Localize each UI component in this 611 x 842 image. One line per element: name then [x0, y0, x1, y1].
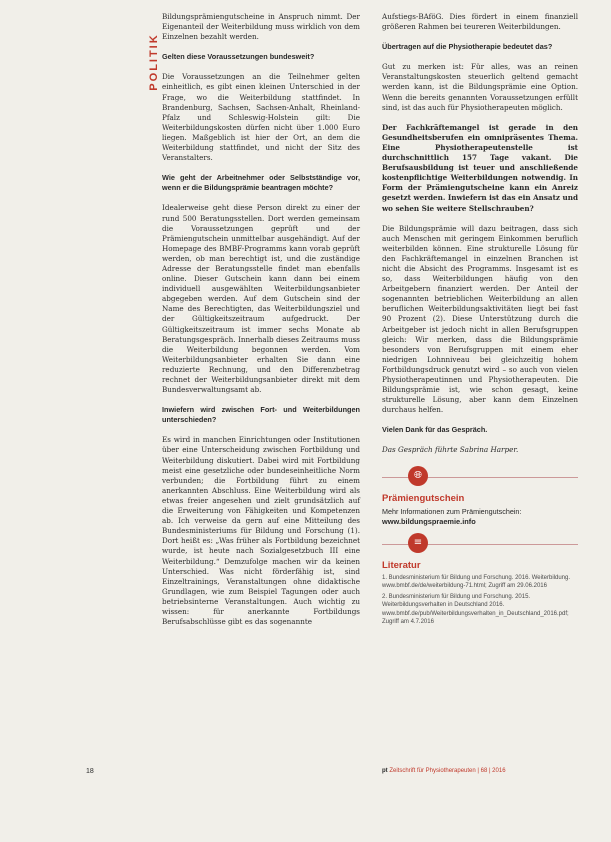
interview-answer: Idealerweise geht diese Person direkt zu einer der rund 500 Beratungsstellen. Dort werden gemeinsam die Voraussetzungen geprüft und der Prämiengutschein unmittelbar ausgehändigt. Auf der Homepage des BMBF-Programms kann vorab geprüft werden, ob man berechtigt ist, und die zuständige Adresse der Beratungsstelle findet man ebenfalls online. Dieser Gutschein kann dann bei einem individuell ausgewählten Weiterbildungsanbieter abgegeben werden. Auf dem Gutschein sind der Name des Berechtigten, das Weiterbildungsziel und der Gültigkeitszeitraum aufgedruckt. Der Gültigkeitszeitraum ist immer sechs Monate ab Beratungsgespräch. Innerhalb dieses Zeitraums muss die Weiterbildung begonnen werden. Vom Weiterbildungsanbieter erhalten Sie dann eine reduzierte Rechnung, und den Differenzbetrag rechnet der Weiterbildungsanbieter direkt mit dem Bundesverwaltungsamt ab.: [162, 203, 360, 395]
literatur-divider: [382, 533, 578, 555]
interview-question: Der Fachkräftemangel ist gerade in den Gesundheitsberufen ein omnipräsentes Thema. Eine Physiotherapeutenstelle ist durchschnittlich 157 Tage vakant. Die Berufsausbildung ist teuer und anschließende kostenpflichtige Weiterbildungen notwendig. In Form der Prämiengutscheine kann ein Anreiz gesetzt werden. Inwiefern ist das ein Ansatz und wo sehen Sie weitere Stellschrauben?: [382, 122, 578, 213]
interview-answer: Die Bildungsprämie will dazu beitragen, dass sich auch Menschen mit geringem Einkommen beruflich weiterbilden können. Eine strukturelle Lösung für den Fachkräftemangel in einzelnen Branchen ist nicht die Absicht des Programms. Insgesamt ist es so, dass Weiterbildungen häufig von den Arbeitgebern finanziert werden. Der Anteil der sogenannten betrieblichen Weiterbildung an allen beruflichen Weiterbildungsaktivitäten liegt bei fast 90 Prozent (2). Diese Unterstützung durch die Arbeitgeber ist jedoch nicht in allen Berufsgruppen gleich: Wir merken, dass die Bildungsprämie besonders von Berufsgruppen mit einem eher niedrigen Lohnniveau bei gleichzeitig hohem Fortbildungsdruck genutzt wird – so auch von vielen Physiotherapeutinnen und Physiotherapeuten. Die Bildungsprämie ist, wie schon gesagt, keine strukturelle Lösung, aber kann dem Einzelnen durchaus helfen.: [382, 223, 578, 415]
right-column: [382, 12, 578, 629]
page-number-right: pt: [382, 768, 388, 774]
left-column: [162, 12, 360, 637]
interview-credit: Das Gespräch führte Sabrina Harper.: [382, 445, 519, 455]
footer-right: [382, 768, 506, 774]
praemien-link[interactable]: www.bildungspraemie.info: [382, 516, 476, 526]
literature-item: 2. Bundesministerium für Bildung und Forschung. 2015. Weiterbildungsverhalten in Deutschland 2016. www.bmbf.de/pub/Weiterbildungsverhalten_in_Deutschland_2016.pdf; Zugriff am 4.7.2016: [382, 594, 569, 625]
praemien-title: Prämiengutschein: [382, 492, 465, 504]
section-label: POLITIK: [148, 33, 160, 91]
praemien-divider: [382, 466, 578, 488]
interview-text-right: [382, 12, 578, 456]
interview-answer: Bildungsprämiengutscheine in Anspruch nimmt. Der Eigenanteil der Weiterbildung muss wirklich von dem Einzelnen bezahlt werden.: [162, 12, 360, 42]
interview-answer: Aufstiegs-BAföG. Dies fördert in einem finanziell größeren Rahmen bei teureren Weiterbildungen.: [382, 12, 578, 32]
interview-question: Gelten diese Voraussetzungen bundesweit?: [162, 52, 315, 62]
praemien-text: Mehr Informationen zum Prämiengutschein:: [382, 506, 522, 516]
globe-icon: 🌐︎: [408, 466, 428, 486]
literatur-title: Literatur: [382, 559, 421, 571]
interview-answer: Die Voraussetzungen an die Teilnehmer gelten einheitlich, es gibt einen kleinen Unterschied in der Frage, wo die Weiterbildung stattfindet. In Brandenburg, Sachsen, Sachsen-Anhalt, Rheinland-Pfalz und Schleswig-Holstein gilt: Die Weiterbildungskosten dürfen nicht über 1.000 Euro liegen. Maßgeblich ist hier der Ort, an dem die Weiterbildung stattfindet, und nicht der Sitz des Veranstalters.: [162, 72, 360, 163]
book-icon: ≡: [408, 533, 428, 553]
interview-question: Vielen Dank für das Gespräch.: [382, 425, 488, 435]
interview-question: Übertragen auf die Physiotherapie bedeutet das?: [382, 42, 553, 52]
interview-answer: Es wird in manchen Einrichtungen oder Institutionen über eine Unterscheidung zwischen Fortbildung und Weiterbildung diskutiert. Dabei wird mit Fortbildung meist eine gesetzliche oder bundeseinheitliche Norm verbunden; die Fortbildung führt zu einem anerkannten Abschluss. Eine Weiterbildung wird als etwas freier angesehen und zielt grundsätzlich auf die Erweiterung von Fähigkeiten und Kompetenzen ab. Ich verweise da gern auf eine Mitteilung des Bundesministeriums für Bildung und Forschung (1). Dort heißt es: „Was früher als Fortbildung bezeichnet wurde, ist heute nach Sozialgesetzbuch III eine Weiterbildung.“ Demzufolge machen wir da keinen Unterschied. Was nicht förderfähig ist, sind Einzeltrainings, Veranstaltungen ohne didaktische Grundlagen, wie zum Beispiel Tagungen oder auch betriebsinterne Veranstaltungen. Auch wichtig zu wissen: für anerkannte Fortbildungs Berufsabschlüsse gibt es das sogenannte: [162, 435, 360, 627]
interview-answer: Gut zu merken ist: Für alles, was an reinen Veranstaltungskosten steuerlich geltend gemacht werden kann, ist die Bildungsprämie eine Option. Wenn die bereits genannten Voraussetzungen erfüllt sind, ist das auch für Physiotherapeuten möglich.: [382, 62, 578, 112]
interview-question: Inwiefern wird zwischen Fort- und Weiterbildungen unterschieden?: [162, 405, 360, 425]
page-number-left: 18: [86, 768, 94, 775]
interview-question: Wie geht der Arbeitnehmer oder Selbstständige vor, wenn er die Bildungsprämie beantragen möchte?: [162, 173, 360, 193]
journal-name: Zeitschrift für Physiotherapeuten | 68 | 2016: [389, 768, 506, 774]
literature-list: [382, 574, 578, 626]
literature-item: 1. Bundesministerium für Bildung und Forschung. 2016. Weiterbildung. www.bmbf.de/de/weiterbildung-71.html; Zugriff am 29.06.2016: [382, 574, 570, 590]
